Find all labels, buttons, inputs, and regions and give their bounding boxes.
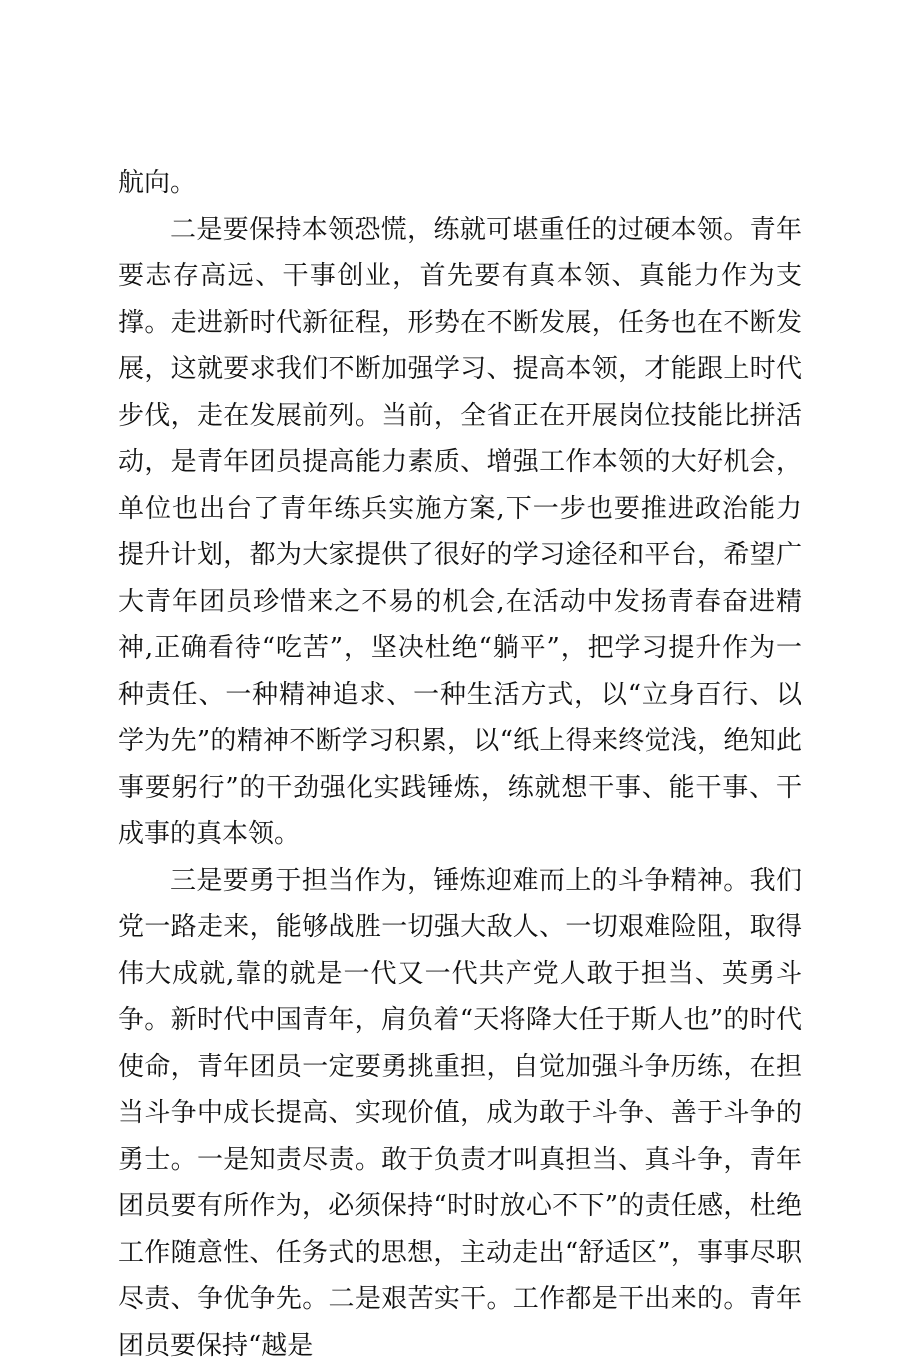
paragraph-skill-panic: 二是要保持本领恐慌，练就可堪重任的过硬本领。青年要志存高远、干事创业，首先要有真本领、真能力作为支撑。走进新时代新征程，形势在不断发展，任务也在不断发展，这就要求我们不断加强学习、提高本领，才能跟上时代步伐，走在发展前列。当前，全省正在开展岗位技能比拼活动，是青年团员提高能力素质、增强工作本领的大好机会，单位也出台了青年练兵实施方案,下一步也要推进政治能力提升计划，都为大家提供了很好的学习途径和平台，希望广大青年团员珍惜来之不易的机会,在活动中发扬青春奋进精神,正确看待“吃苦”，坚决杜绝“躺平”，把学习提升作为一种责任、一种精神追求、一种生活方式，以“立身百行、以学为先”的精神不断学习积累，以“纸上得来终觉浅，绝知此事要躬行”的干劲强化实践锤炼，练就想干事、能干事、干成事的真本领。 <box>118 207 802 858</box>
paragraph-continuation: 航向。 <box>118 160 802 207</box>
paragraph-courage-responsibility: 三是要勇于担当作为，锤炼迎难而上的斗争精神。我们党一路走来，能够战胜一切强大敌人、一切艰难险阻，取得伟大成就,靠的就是一代又一代共产党人敢于担当、英勇斗争。新时代中国青年，肩负着“天将降大任于斯人也”的时代使命，青年团员一定要勇挑重担，自觉加强斗争历练，在担当斗争中成长提高、实现价值，成为敢于斗争、善于斗争的勇士。一是知责尽责。敢于负责才叫真担当、真斗争，青年团员要有所作为，必须保持“时时放心不下”的责任感，杜绝工作随意性、任务式的思想，主动走出“舒适区”，事事尽职尽责、争优争先。二是艰苦实干。工作都是干出来的。青年团员要保持“越是 <box>118 858 802 1369</box>
document-body <box>118 160 802 1369</box>
